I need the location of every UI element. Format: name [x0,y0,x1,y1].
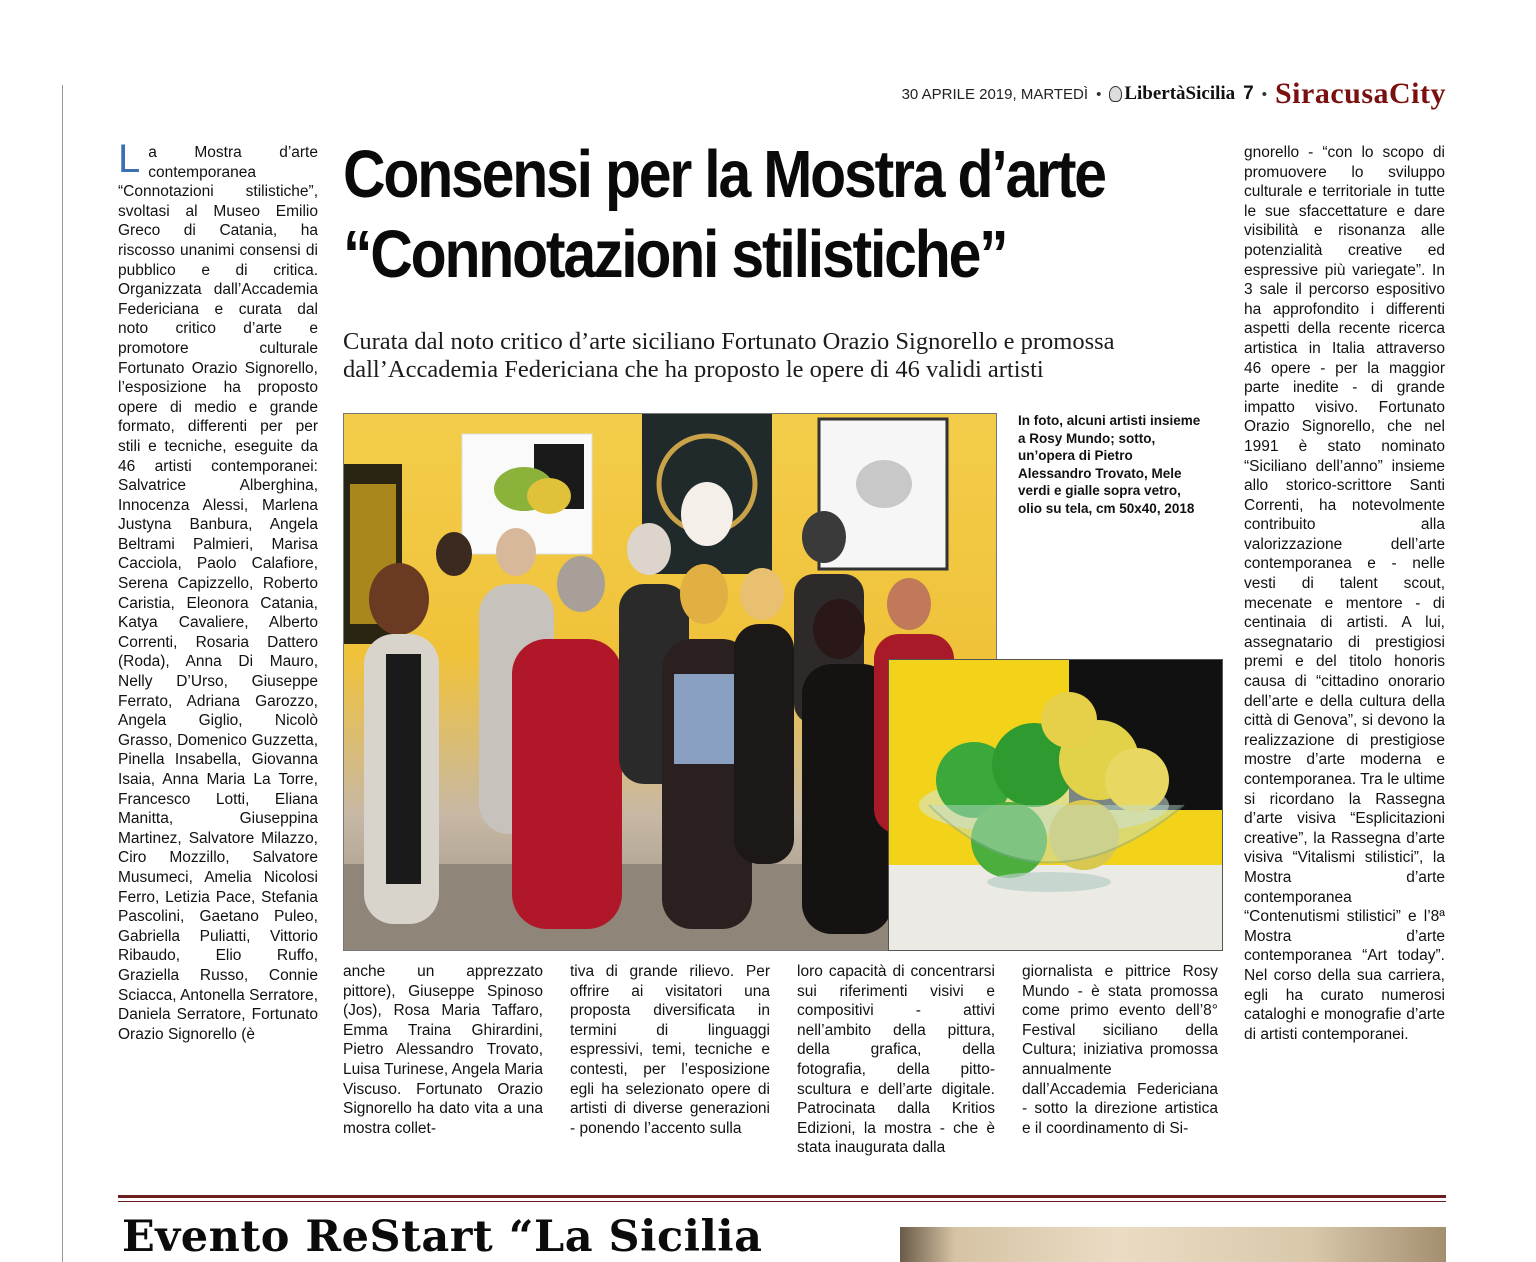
article-column-5: giornalista e pittrice Rosy Mundo - è stata promossa come primo evento dell’8° Festival siciliano della Cultura; iniziativa promossa annualmente dall’Accademia Federiciana - sotto la direzione artistica e il coordinamento di Si- [1022,963,1218,1137]
next-article-headline: Evento ReStart “La Sicilia [122,1212,763,1262]
subheadline-line-2: dall’Accademia Federiciana che ha proposto le opere di 46 validi artisti [343,356,1044,383]
margin-rule [62,85,63,1262]
page-number: 7 [1243,83,1254,104]
article-column-2: anche un apprezzato pittore), Giuseppe Spinoso (Jos), Rosa Maria Taffaro, Emma Traina Ghirardini, Pietro Alessandro Trovato, Luisa Turinese, Angela Maria Viscuso. Fortunato Orazio Signorello ha dato vita a una mostra collet- [343,963,543,1137]
header-separator: • [1096,85,1102,103]
subheadline-line-1: Curata dal noto critico d’arte siciliano Fortunato Orazio Signorello e promossa [343,328,1115,355]
next-article-photo [900,1227,1446,1262]
drop-cap: L [118,137,141,181]
newspaper-logo [1109,83,1235,105]
headline [343,135,1117,295]
article-column-1 [118,137,318,1044]
photo-caption: In foto, alcuni artisti insieme a Rosy Mundo; sotto, un’opera di Pietro Alessandro Trovato, Mele verdi e gialle sopra vetro, olio su tela, cm 50x40, 2018 [1018,413,1201,516]
section-title: SiracusaCity [1275,77,1446,110]
apples-painting-photo [888,659,1223,951]
article-text: a Mostra d’arte contemporanea “Connotazioni stilistiche”, svoltasi al Museo Emilio Greco di Catania, ha riscosso unanimi consensi di pubblico e di critica. Organizzata dall’Accademia Federiciana e curata dal noto critico d’arte e promotore culturale Fortunato Orazio Signorello, l’esposizione ha proposto opere di medio e grande formato, differenti per per stili e tecniche, eseguite da 46 artisti contemporanei: Salvatrice Alberghina, Innocenza Alessi, Marlena Justyna Banbura, Angela Beltrami Palmieri, Marisa Cacciola, Paolo Calafiore, Serena Capizzello, Roberto Caristia, Eleonora Catania, Katya Cavaliere, Alberto Correnti, Rosaria Dattero (Roda), Anna Di Mauro, Nelly D’Urso, Giuseppe Ferrato, Adriana Garozzo, Angela Giglio, Nicolò Grasso, Domenico Guzzetta, Pinella Insabella, Giovanna Isaia, Anna Maria La Torre, Francesco Lotti, Eliana Manitta, Giuseppina Martinez, Salvatore Milazzo, Ciro Mozzillo, Salvatore Musumeci, Amelia Nicolosi Ferro, Letizia Pace, Stefania Pascolini, Gaetano Puleo, Gabriella Puliatti, Vittorio Ribaudo, Elio Ruffo, Graziella Russo, Connie Sciacca, Antonella Serratore, Daniela Serratore, Fortunato Orazio Signorello (è [118,144,318,1043]
headline-line-2: “Connotazioni stilistiche” [343,217,1007,292]
section-divider-thin [118,1201,1446,1202]
article-column-3: tiva di grande rilievo. Per offrire ai visitatori una proposta diversificata in termini di linguaggi espressivi, temi, tecniche e contesti, per l’esposizione egli ha selezionato opere di artisti di diverse generazioni - ponendo l’accento sulla [570,963,770,1137]
subheadline [343,328,1228,384]
logo-icon [1109,86,1122,102]
header-date: 30 APRILE 2019, MARTEDÌ [901,85,1089,103]
article-column-6: gnorello - “con lo scopo di promuovere lo sviluppo culturale e territoriale in tutte le sue sfaccettature e dare visibilità e risonanza alle potenzialità creative ed espressive più variegate”. In 3 sale il percorso espositivo ha approfondito i differenti aspetti della recente ricerca artistica in Italia attraverso 46 opere - per la maggior parte inedite - di grande impatto visivo. Fortunato Orazio Signorello, che nel 1991 è stato nominato “Siciliano dell’anno” insieme allo storico-scrittore Santi Correnti, ha notevolmente contribuito alla valorizzazione dell’arte contemporanea e - nelle vesti di talent scout, mecenate e mentore - di centinaia di artisti. A lui, assegnatario di prestigiosi premi e del titolo honoris causa di “cittadino onorario dell’arte e della cultura della città di Genova”, si devono la realizzazione di prestigiose mostre d’arte moderna e contemporanea. Tra le ultime si ricordano la Rassegna d’arte visiva “Esplicitazioni creative”, la Rassegna d’arte visiva “Vitalismi stilistici”, la Mostra d’arte contemporanea “Contenutismi stilistici” e l’8ª Mostra d’arte contemporanea “Art today”. Nel corso della sua carriera, egli ha curato numerosi cataloghi e monografie d’arte di artisti contemporanei. [1244,144,1445,1043]
headline-line-1: Consensi per la Mostra d’arte [343,137,1105,212]
page-header [902,74,1446,114]
article-column-4: loro capacità di concentrarsi sui riferimenti visivi e compositivi - attivi nell’ambito della pittura, della grafica, della fotografia, della pitto-scultura e dell’arte digitale. Patrocinata dalla Kritios Edizioni, la mostra - che è stata inaugurata dalla [797,963,995,1157]
section-divider [118,1195,1446,1198]
newspaper-name: LibertàSicilia [1124,83,1236,104]
header-separator: • [1261,85,1267,103]
